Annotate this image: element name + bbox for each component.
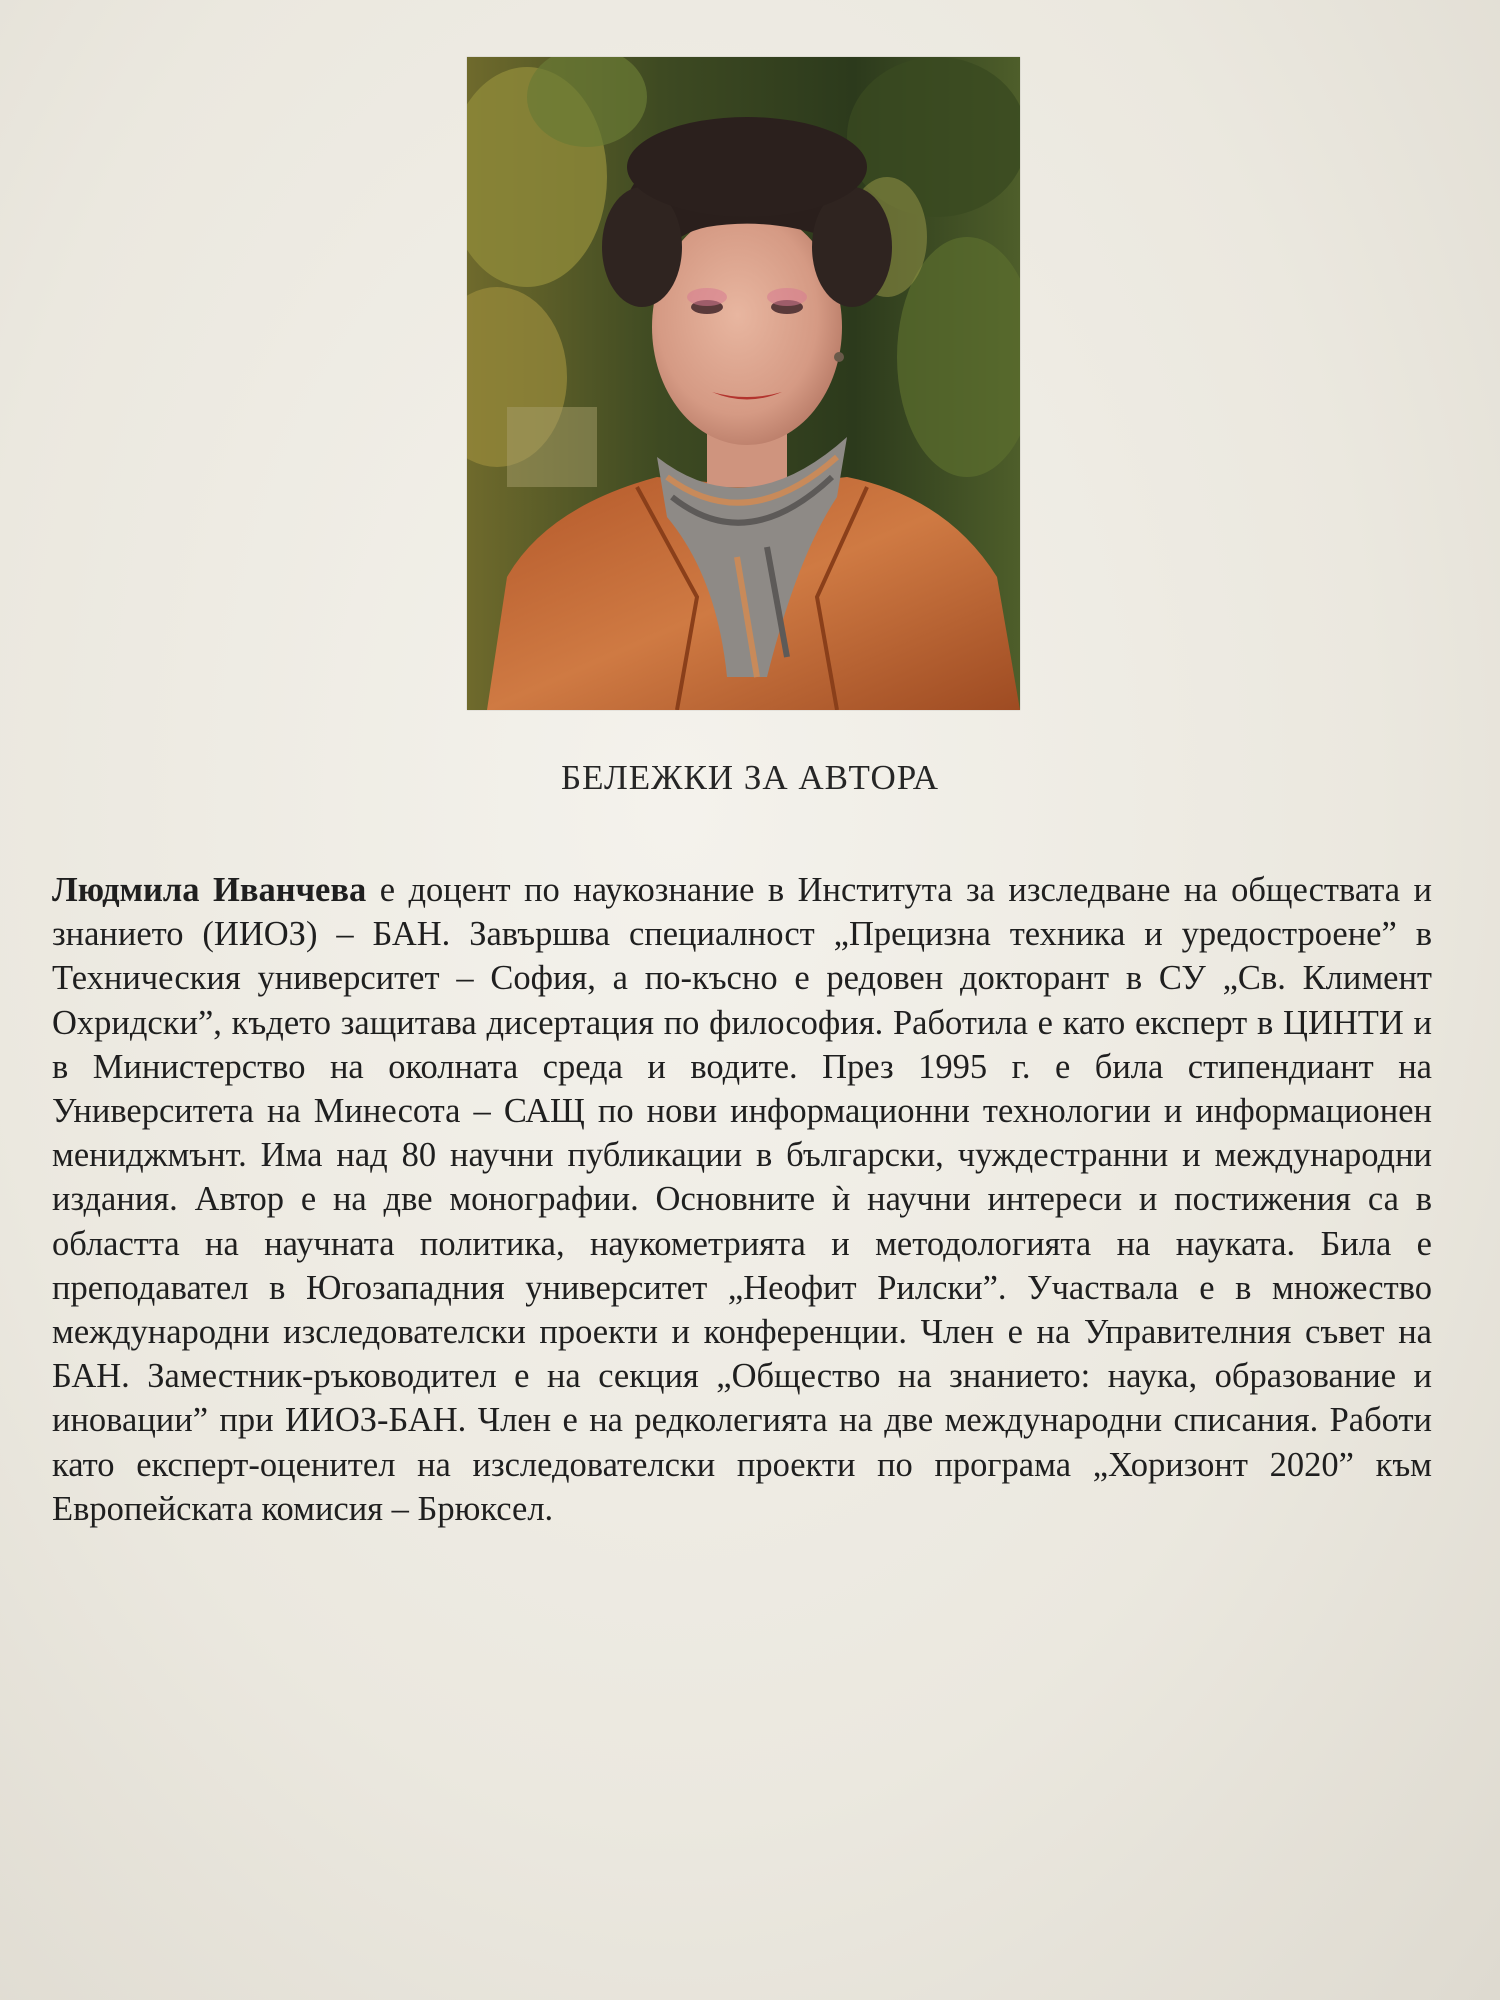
author-bio-text: е доцент по наукознание в Института за изследване на обществата и знанието (ИИОЗ) – БАН. Завършва специалност „Прецизна техника и уредостроене” в Техническия университет – София, а по-късно е редовен докторант в СУ „Св. Климент Охридски”, където защитава дисертация по философия. Работила е като експерт в ЦИНТИ и в Министерство на околната среда и водите. През 1995 г. е била стипендиант на Университета на Минесота – САЩ по нови информационни технологии и информационен мениджмънт. Има над 80 научни публикации в български, чуждестранни и международни издания. Автор е на две монографии. Основните ѝ научни интереси и постижения са в областта на научната политика, наукометрията и методологията на науката. Била е преподавател в Югозападния университет „Неофит Рилски”. Участвала е в множество международни изследователски проекти и конференции. Член е на Управителния съвет на БАН. Заместник-ръководител е на секция „Общество на знанието: наука, образование и иновации” при ИИОЗ-БАН. Член е на редколегията на две международни списания. Работи като експерт-оценител на изследователски проекти по програма „Хоризонт 2020” към Европейската комисия – Брюксел. — [52, 871, 1433, 1528]
author-name: Людмила Иванчева — [52, 871, 367, 909]
author-bio — [52, 868, 1432, 1531]
section-heading: БЕЛЕЖКИ ЗА АВТОРА — [560, 758, 940, 797]
author-portrait-image — [467, 57, 1020, 710]
author-photo — [467, 57, 1020, 710]
